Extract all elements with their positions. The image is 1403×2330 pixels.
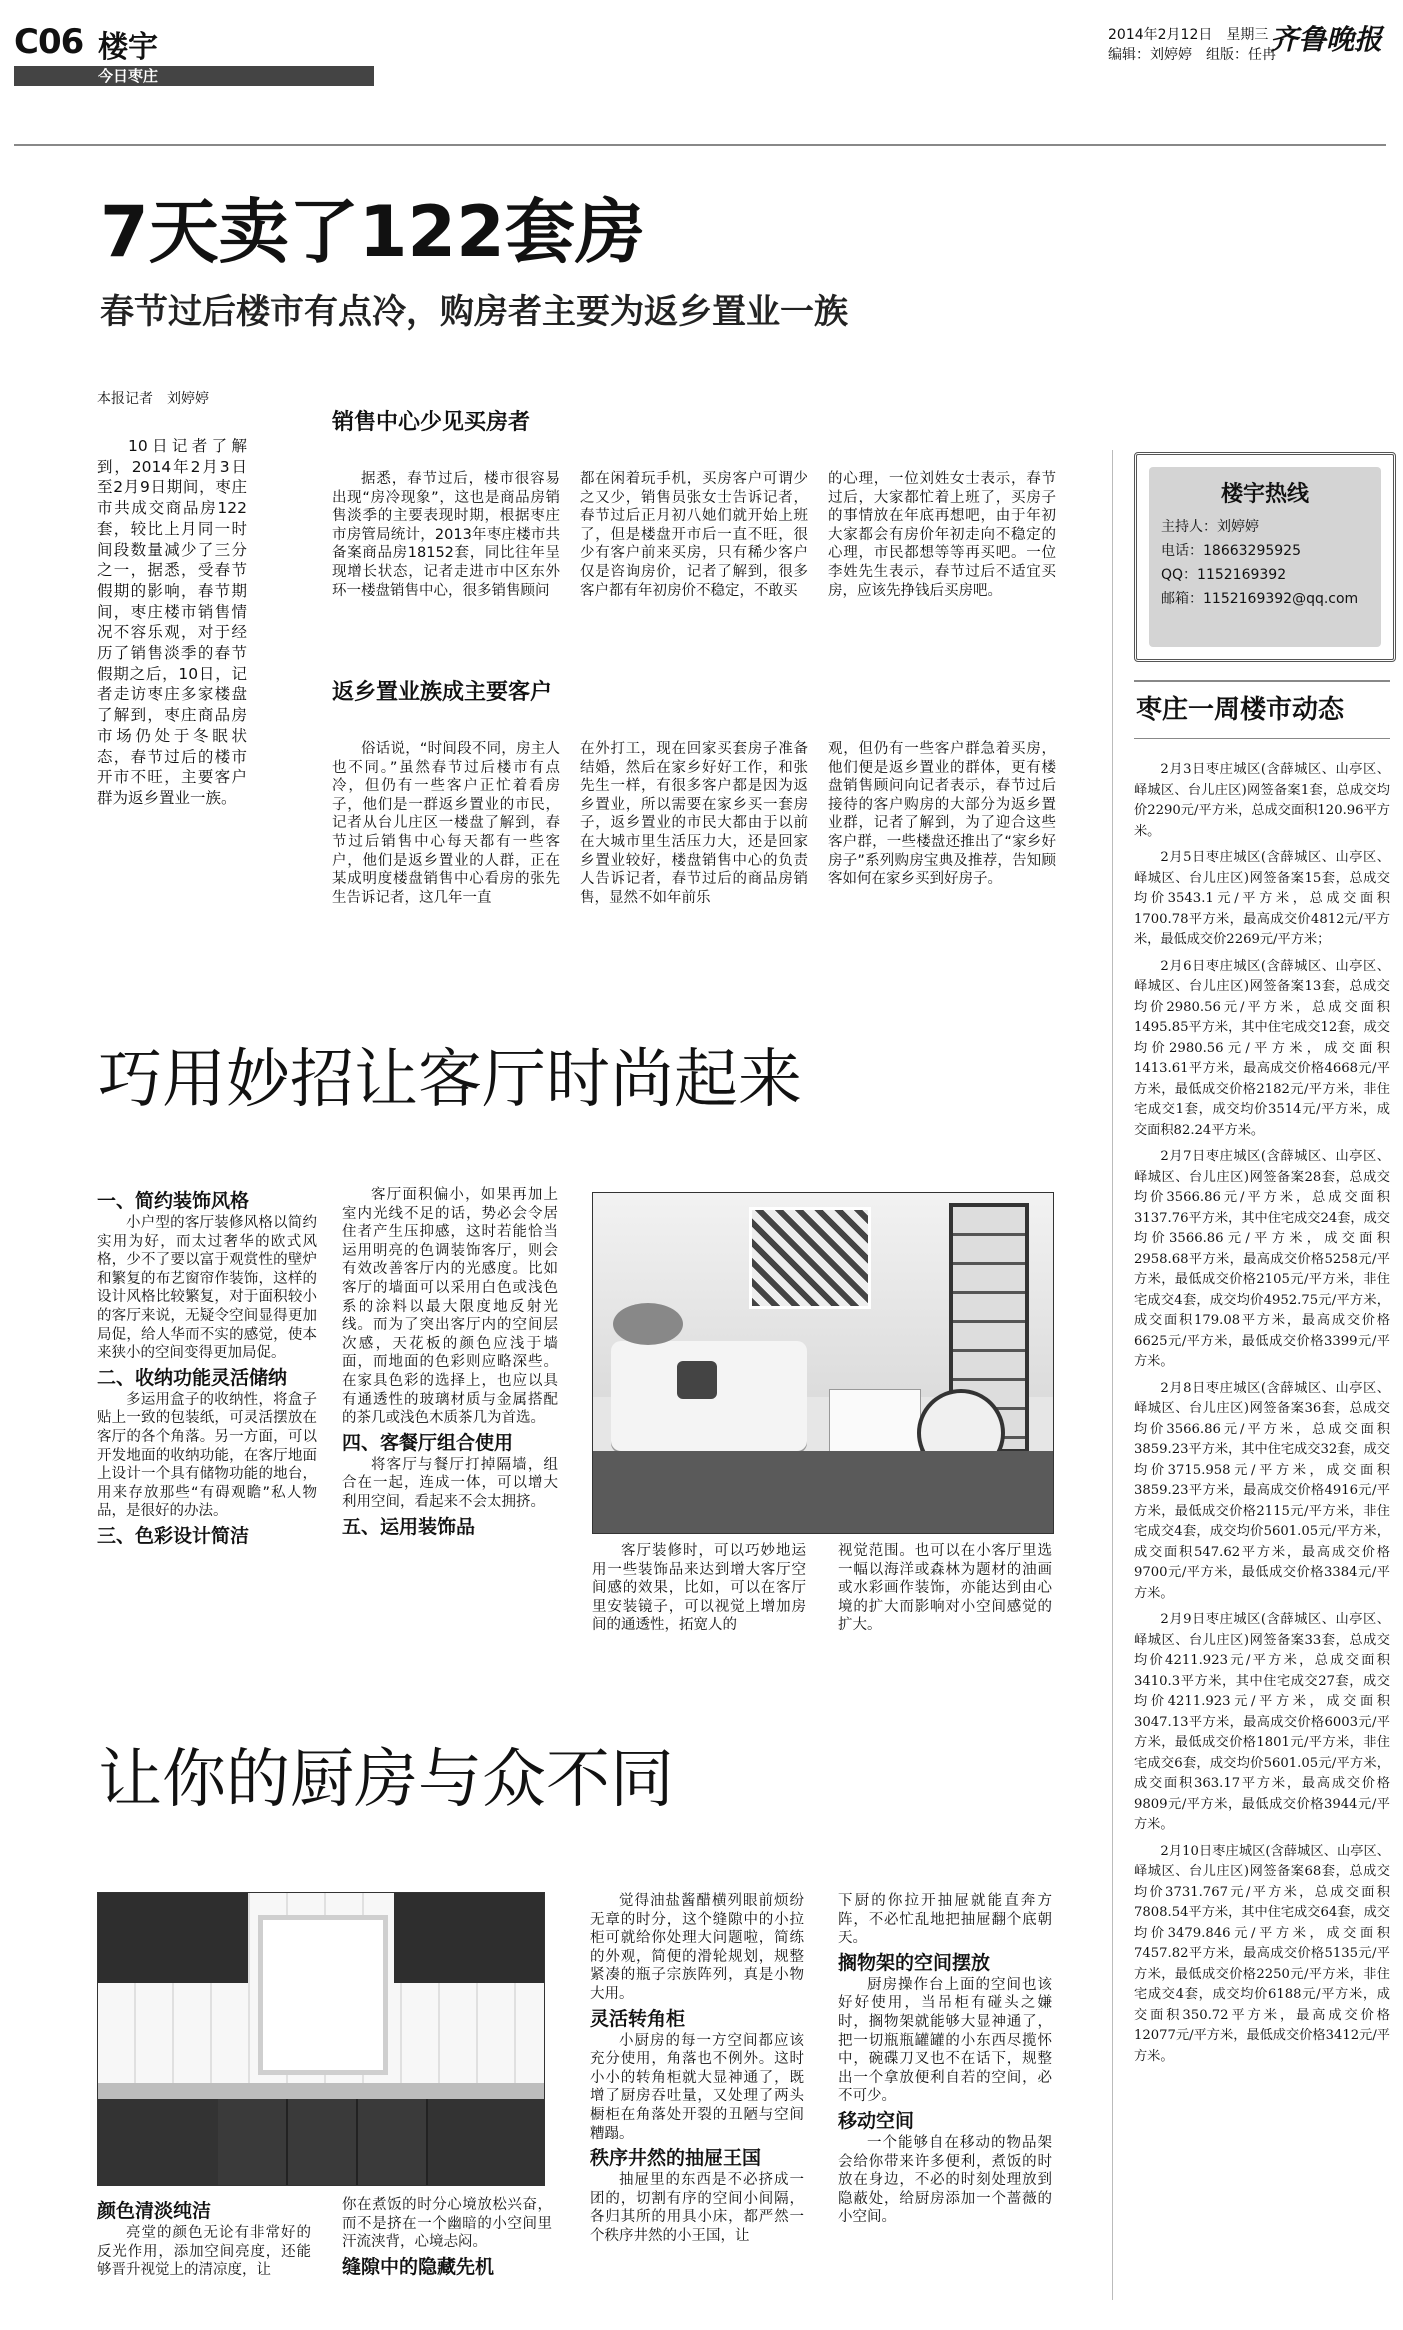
newspaper-logo: 齐鲁晚报 [1270, 23, 1383, 56]
weekly-entry: 2月7日枣庄城区(含薛城区、山亭区、峄城区、台儿庄区)网签备案28套，总成交均价3566.86元/平方米，总成交面积3137.76平方米，其中住宅成交24套，成交均价3566.86元/平方米，成交面积2958.68平方米，最高成交价格5258元/平方米，最低成交价格2105元/平方米，非住宅成交4套，成交均价4952.75元/平方米，成交面积179.08平方米，最高成交价格6625元/平方米，最低成交价格3399元/平方米。 [1134, 1149, 1390, 1369]
hotline-phone: 电话：18663295925 [1161, 543, 1301, 559]
weekly-title: 枣庄一周楼市动态 [1136, 695, 1345, 725]
hotline-inner [1149, 467, 1381, 647]
a2-heading1: 一、简约装饰风格 [97, 1190, 250, 1212]
weekly-list [1134, 760, 1390, 2180]
hotline-host: 主持人：刘婷婷 [1161, 519, 1259, 535]
a3-col1 [97, 2196, 311, 2306]
article1-subtitle: 春节过后楼市有点冷，购房者主要为返乡置业一族 [100, 292, 848, 332]
section-title: 楼宇 [98, 30, 158, 65]
header-rule [14, 144, 1386, 146]
weekly-entry: 2月6日枣庄城区(含薛城区、山亭区、峄城区、台儿庄区)网签备案13套，总成交均价2980.56元/平方米，总成交面积1495.85平方米，其中住宅成交12套，成交均价2980.56元/平方米，成交面积1413.61平方米，最高成交价格4668元/平方米，最低成交价格2182元/平方米，非住宅成交1套，成交均价3514元/平方米，成交面积82.24平方米。 [1134, 958, 1390, 1138]
a2-col2 [342, 1186, 558, 1646]
weekly-entry: 2月8日枣庄城区(含薛城区、山亭区、峄城区、台儿庄区)网签备案36套，总成交均价3566.86元/平方米，总成交面积3859.23平方米，其中住宅成交32套，成交均价3715.958元/平方米，成交面积3859.23平方米，最高成交价格4916元/平方米，最低成交价格2115元/平方米，非住宅成交4套，成交均价5601.05元/平方米，成交面积547.62平方米，最高成交价格9700元/平方米，最低成交价格3384元/平方米。 [1134, 1380, 1390, 1601]
a1-p1b: 都在闲着玩手机，买房客户可谓少之又少，销售员张女士告诉记者，春节过后正月初八她们就开始上班了，但是楼盘开市后一直不旺，很少有客户前来买房，只有稀少客户仅是咨询房价，记者了解到，很多客户都有年初房价不稳定，不敢买 [580, 471, 808, 599]
a1-p2b: 在外打工，现在回家买套房子准备结婚，然后在家乡好好工作，和张先生一样，有很多客户都是因为返乡置业，所以需要在家乡买一套房子，返乡置业的市民大都由于以前在大城市里生活压力大，还是回家乡置业较好，楼盘销售中心的负责人告诉记者，春节过后的商品房销售，显然不如年前乐 [580, 741, 808, 906]
a2-p3: 客厅面积偏小，如果再加上室内光线不足的话，势必会令居住者产生压抑感，这时若能恰当运用明亮的色调装饰客厅，则会有效改善客厅内的光感度。比如客厅的墙面可以采用白色或浅色系的涂料以最大限度地反射光线。而为了突出客厅内的空间层次感，天花板的颜色应浅于墙面，而地面的色彩则应略深些。在家具色彩的选择上，也应以具有通透性的玻璃材质与金属搭配的茶几或浅色木质茶几为首选。 [342, 1187, 558, 1427]
a3-heading1: 颜色清淡纯洁 [97, 2200, 212, 2222]
a1-p2c: 观，但仍有一些客户群急着买房，他们便是返乡置业的群体，更有楼盘销售顾问向记者表示，春节过后接待的客户购房的大部分为返乡置业群，记者了解到，为了迎合这些客户群，一些楼盘还推出了“家乡好房子”系列购房宝典及推荐，告知顾客如何在家乡买到好房子。 [828, 741, 1056, 888]
a3-p4b: 下厨的你拉开抽屉就能直奔方阵，不必忙乱地把抽屉翻个底朝天。 [838, 1893, 1052, 1947]
a3-heading5: 搁物架的空间摆放 [838, 1951, 991, 1974]
a3-p2b: 觉得油盐酱醋横列眼前烦纷无章的时分，这个缝隙中的小拉柜可就给你处理大问题啦，简练的外观，简便的滑轮规划，规整紧凑的瓶子宗族阵列，真是小物大用。 [590, 1893, 804, 2002]
weekly-entry: 2月9日枣庄城区(含薛城区、山亭区、峄城区、台儿庄区)网签备案33套，总成交均价4211.923元/平方米，总成交面积3410.3平方米，其中住宅成交27套，成交均价4211.923元/平方米，成交面积3047.13平方米，最高成交价格6003元/平方米，最低成交价格1801元/平方米，非住宅成交6套，成交均价5601.05元/平方米，成交面积363.17平方米，最高成交价格9809元/平方米，最低成交价格3944元/平方米。 [1134, 1612, 1390, 1832]
article1-heading2: 返乡置业族成主要客户 [332, 680, 553, 705]
a2-heading3: 三、色彩设计简洁 [97, 1524, 250, 1547]
article3-title: 让你的厨房与众不同 [98, 1743, 674, 1817]
a1-col5 [580, 740, 808, 980]
weekly-bottom-rule [1134, 738, 1390, 739]
a1-p2a: 俗话说，“时间段不同，房主人也不同。”虽然春节过后楼市有点冷，但仍有一些客户正忙着看房子，他们是一群返乡置业的市民，记者从台儿庄区一楼盘了解到，春节过后销售中心每天都有一些客户，他们是返乡置业的人群，正在某成明度楼盘销售中心看房的张先生告诉记者，这几年一直 [332, 741, 560, 906]
lead-paragraph: 10日记者了解到，2014年2月3日至2月9日期间，枣庄市共成交商品房122套，较比上月同一时间段数量减少了三分之一，据悉，受春节假期的影响，春节期间，枣庄楼市销售情况不容乐观，对于经历了销售淡季的春节假期之后，10日，记者走访枣庄多家楼盘了解到，枣庄商品房市场仍处于冬眠状态，春节过后的楼市开市不旺，主要客户群为返乡置业一族。 [97, 437, 247, 807]
byline: 本报记者 刘婷婷 [97, 391, 209, 407]
page-code: C06 [14, 22, 84, 62]
weekly-entry: 2月5日枣庄城区(含薛城区、山亭区、峄城区、台儿庄区)网签备案15套，总成交均价3543.1元/平方米，总成交面积1700.78平方米，最高成交价4812元/平方米，最低成交价2269元/平方米； [1134, 850, 1390, 947]
a3-col2 [342, 2196, 552, 2306]
hotline-box [1134, 452, 1396, 662]
date-line: 2014年2月12日 星期三 [1108, 27, 1269, 43]
a2-p2: 多运用盒子的收纳性，将盒子贴上一致的包装纸，可灵活摆放在客厅的各个角落。另一方面，可以开发地面的收纳功能，在客厅地面上设计一个具有储物功能的地台，用来存放那些“有碍观瞻”私人物品，是很好的办法。 [97, 1391, 317, 1520]
a3-col3 [590, 1892, 804, 2312]
kitchen-photo [97, 1892, 545, 2186]
a2-col1 [97, 1186, 317, 1646]
weekly-entry: 2月10日枣庄城区(含薛城区、山亭区、峄城区、台儿庄区)网签备案68套，总成交均价3731.767元/平方米，总成交面积7808.54平方米，其中住宅成交64套，成交均价3479.846元/平方米，成交面积7457.82平方米，最高成交价格5135元/平方米，最低成交价格2250元/平方米，非住宅成交4套，成交均价6188元/平方米，成交面积350.72平方米，最高成交价格12077元/平方米，最低成交价格3412元/平方米。 [1134, 1843, 1390, 2064]
a1-col4 [332, 740, 560, 980]
a2-heading4: 四、客餐厅组合使用 [342, 1431, 514, 1454]
a2-col4 [838, 1542, 1052, 1662]
column-divider [1112, 450, 1113, 2300]
subsection-label: 今日枣庄 [98, 67, 159, 85]
hotline-title: 楼宇热线 [1220, 482, 1309, 507]
a2-heading2: 二、收纳功能灵活储纳 [97, 1366, 288, 1389]
a3-p3: 小厨房的每一方空间都应该充分使用，角落也不例外。这时小小的转角柜就大显神通了，既增了厨房吞吐量，又处理了两头橱柜在角落处开裂的丑陋与空间糟蹋。 [590, 2032, 804, 2142]
a1-col6 [828, 740, 1056, 980]
article2-title: 巧用妙招让客厅时尚起来 [98, 1043, 802, 1117]
hotline-qq: QQ：1152169392 [1161, 567, 1287, 583]
a2-p5a: 客厅装修时，可以巧妙地运用一些装饰品来达到增大客厅空间感的效果，比如，可以在客厅里安装镜子，可以视觉上增加房间的通透性，拓宽人的 [592, 1543, 806, 1634]
article1-heading1: 销售中心少见买房者 [332, 410, 531, 435]
a3-p1: 亮堂的颜色无论有非常好的反光作用，添加空间亮度，还能够晋升视觉上的清凉度，让 [97, 2225, 311, 2279]
a1-p1c: 的心理，一位刘姓女士表示，春节过后，大家都忙着上班了，买房子的事情放在年底再想吧，由于年初大家都会有房价年初走向不稳定的心理，市民都想等等再买吧。一位李姓先生表示，春节过后不适宜买房，应该先挣钱后买房吧。 [828, 471, 1056, 599]
a1-p1a: 据悉，春节过后，楼市很容易出现“房冷现象”，这也是商品房销售淡季的主要表现时期，根据枣庄市房管局统计，2013年枣庄楼市共备案商品房18152套，同比往年呈现增长状态，记者走进市中区东外环一楼盘销售中心，很多销售顾问 [332, 471, 560, 599]
a3-heading2: 缝隙中的隐藏先机 [342, 2255, 495, 2278]
a2-p1: 小户型的客厅装修风格以简约实用为好，而太过奢华的欧式风格，少不了要以富于观赏性的壁炉和繁复的布艺窗帘作装饰，这样的设计风格比较繁复，对于面积较小的客厅来说，无疑令空间显得更加局促，给人华而不实的感觉，使本来狭小的空间变得更加局促。 [97, 1215, 317, 1362]
a3-p2a: 你在煮饭的时分心境放松兴奋，而不是挤在一个幽暗的小空间里汗流浃背，心境忐闷。 [342, 2197, 552, 2251]
a2-p4: 将客厅与餐厅打掉隔墙，组合在一起，连成一体，可以增大利用空间，看起来不会太拥挤。 [342, 1456, 558, 1510]
weekly-entry: 2月3日枣庄城区(含薛城区、山亭区、峄城区、台儿庄区)网签备案1套，总成交均价2290元/平方米，总成交面积120.96平方米。 [1134, 762, 1390, 839]
article1-lead [97, 436, 247, 896]
a2-col3 [592, 1542, 806, 1662]
a1-col3 [828, 470, 1056, 650]
living-room-photo [592, 1192, 1054, 1534]
a3-p4a: 抽屉里的东西是不必挤成一团的，切割有序的空间小间隔，各归其所的用具小床，都严然一个秩序井然的小王国，让 [590, 2172, 804, 2244]
a2-p5b: 视觉范围。也可以在小客厅里选一幅以海洋或森林为题材的油画或水彩画作装饰，亦能达到由心境的扩大而影响对小空间感觉的扩大。 [838, 1543, 1052, 1634]
hotline-email: 邮箱：1152169392@qq.com [1161, 591, 1359, 607]
article1-title: 7天卖了122套房 [100, 191, 645, 273]
a2-heading5: 五、运用装饰品 [342, 1515, 476, 1538]
a3-p5: 厨房操作台上面的空间也该好好使用，当吊柜有碰头之嫌时，搁物架就能够大显神通了，把一切瓶瓶罐罐的小东西尽揽怀中，碗碟刀叉也不在话下，规整出一个拿放便利自若的空间，必不可少。 [838, 1976, 1052, 2105]
a3-p6: 一个能够自在移动的物品架会给你带来许多便利，煮饭的时放在身边，不必的时刻处理放到隐蔽处，给厨房添加一个蔷薇的小空间。 [838, 2134, 1052, 2226]
editor-line: 编辑：刘婷婷 组版：任冉 [1108, 47, 1276, 63]
a1-col2 [580, 470, 808, 650]
subsection-bar [14, 66, 374, 86]
a3-col4 [838, 1892, 1052, 2312]
a3-heading3: 灵活转角柜 [590, 2007, 686, 2030]
weekly-top-rule [1134, 680, 1390, 682]
a3-heading6: 移动空间 [838, 2109, 915, 2132]
a1-col1 [332, 470, 560, 650]
a3-heading4: 秩序井然的抽屉王国 [590, 2147, 762, 2170]
